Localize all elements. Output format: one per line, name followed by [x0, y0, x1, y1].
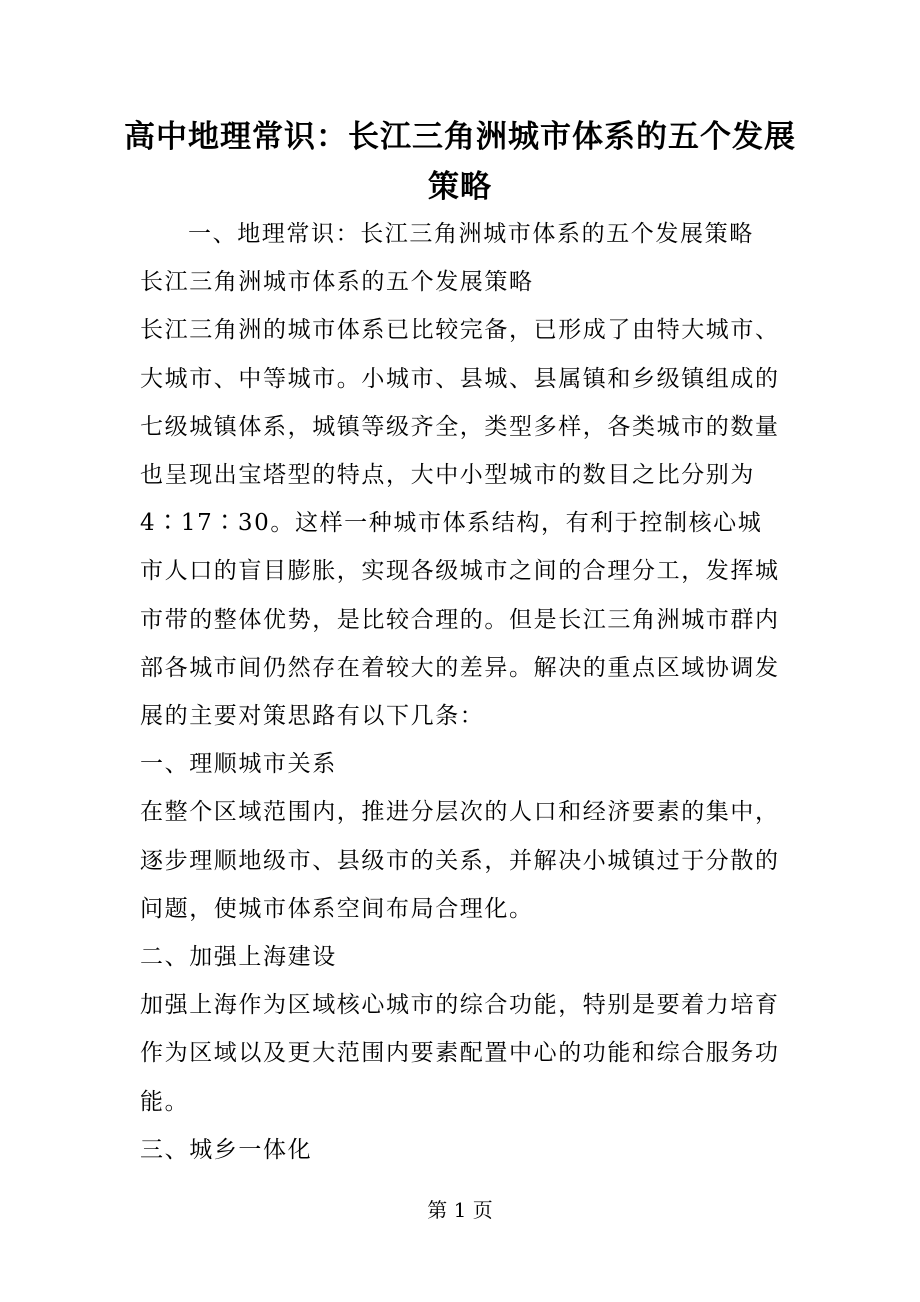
subheading: 长江三角洲城市体系的五个发展策略	[140, 269, 534, 296]
body-paragraph: 长江三角洲的城市体系已比较完备，已形成了由特大城市、大城市、中等城市。小城市、县城、县属镇和乡级镇组成的七级城镇体系，城镇等级齐全，类型多样，各类城市的数量也呈现出宝塔型的特点，大中小型城市的数目之比分别为4∶17∶30。这样一种城市体系结构，有利于控制核心城市人口的盲目膨胀，实现各级城市之间的合理分工，发挥城市带的整体优势，是比较合理的。但是长江三角洲城市群内部各城市间仍然存在着较大的差异。解决的重点区域协调发展的主要对策思路有以下几条：	[140, 317, 780, 730]
document-title: 高中地理常识：长江三角洲城市体系的五个发展策略	[124, 119, 796, 205]
body-paragraph: 加强上海作为区域核心城市的综合功能，特别是要着力培育作为区域以及更大范围内要素配置中心的功能和综合服务功能。	[140, 992, 780, 1115]
section-heading: 一、地理常识：长江三角洲城市体系的五个发展策略	[188, 221, 754, 247]
document-body	[140, 210, 785, 1174]
point-heading-1: 一、理顺城市关系	[140, 751, 337, 778]
body-paragraph: 在整个区域范围内，推进分层次的人口和经济要素的集中，逐步理顺地级市、县级市的关系，并解决小城镇过于分散的问题，使城市体系空间布局合理化。	[140, 799, 780, 922]
point-heading-2: 二、加强上海建设	[140, 944, 337, 971]
point-heading-3: 三、城乡一体化	[140, 1136, 313, 1163]
page-number: 第 1 页	[427, 1198, 493, 1222]
